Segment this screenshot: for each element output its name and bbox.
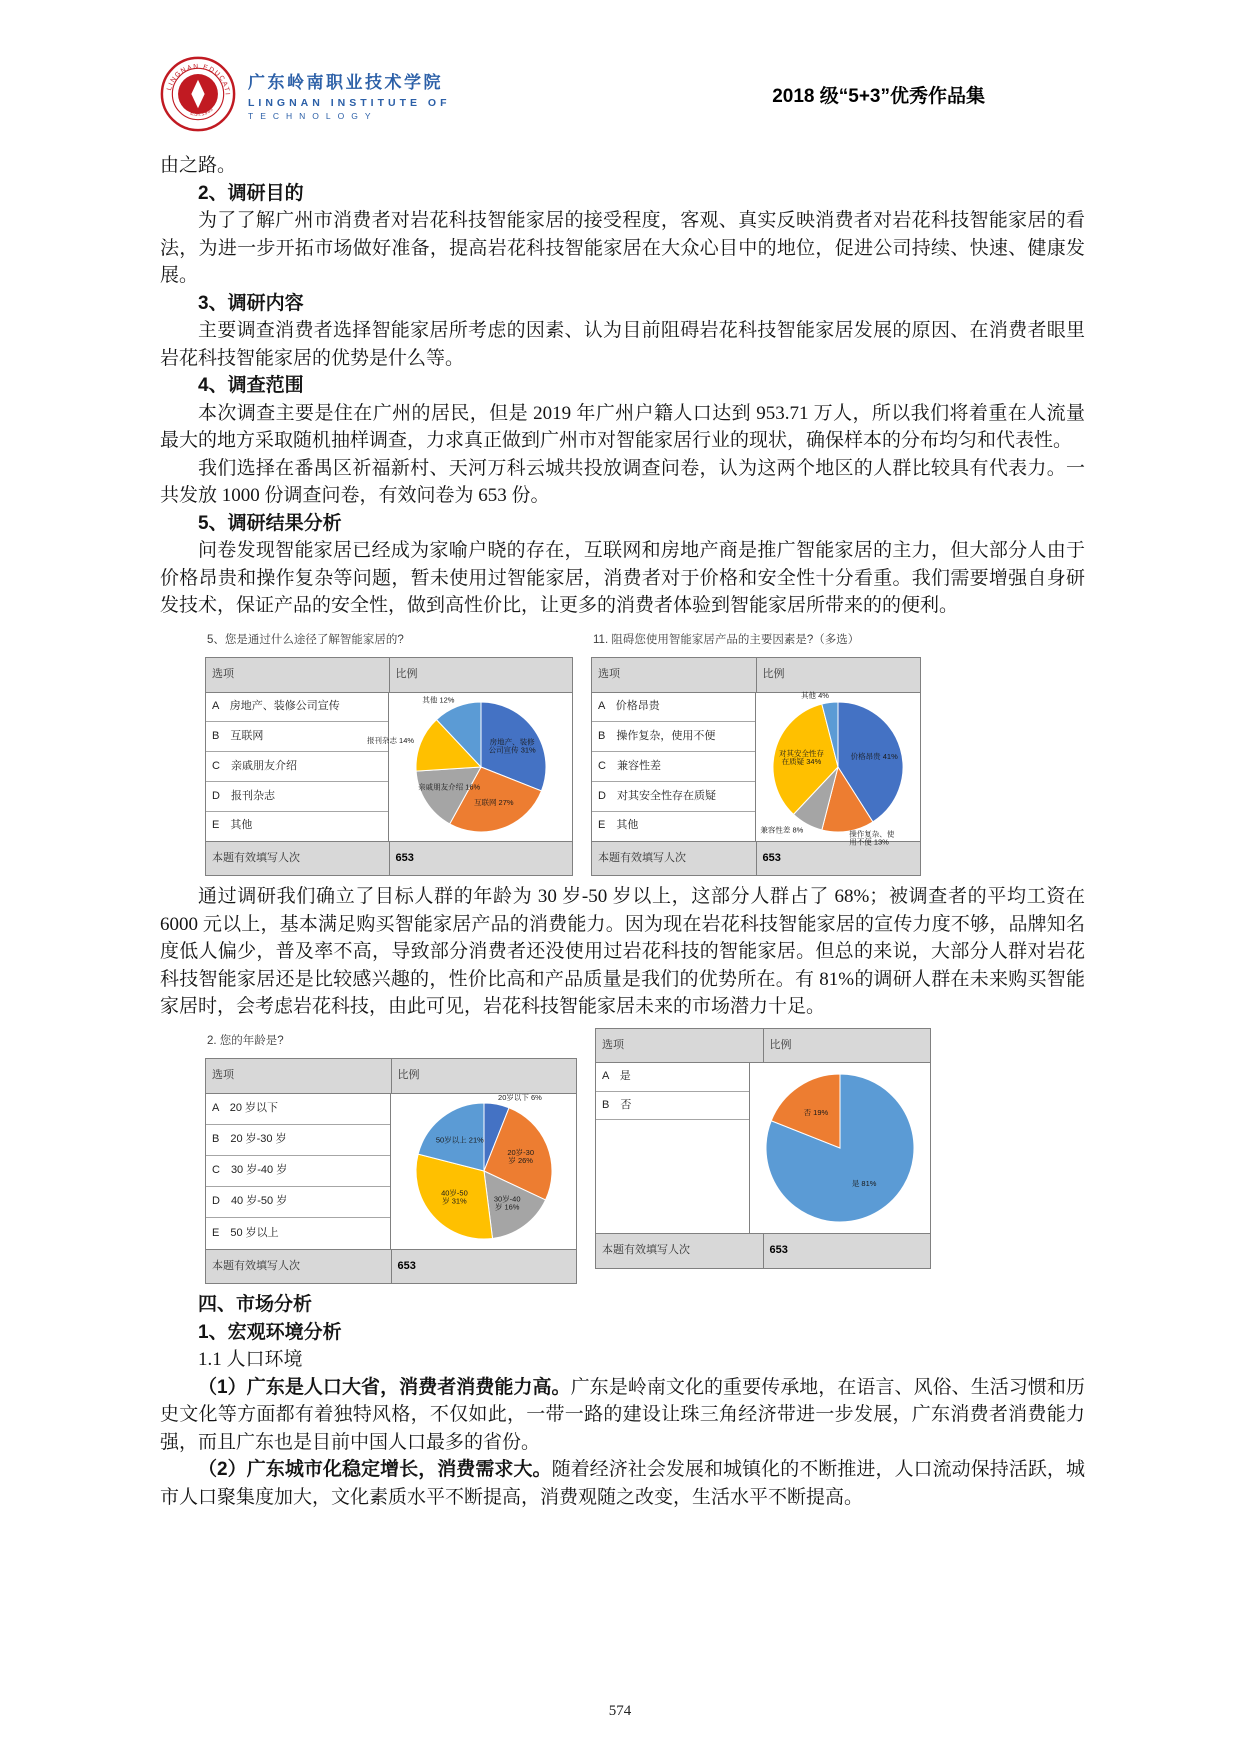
school-brand [156,51,451,132]
paragraph-scope-1: 本次调查主要是住在广州的居民，但是 2019 年广州户籍人口达到 953.71 万人，所以我们将着重在人流量最大的地方采取随机抽样调查，力求真正做到广州市对智能家居行业的现状，确保样本的分布均匀和代表性。 [160,402,1085,451]
column-header-option: 选项 [596,1029,764,1063]
survey-footer-value: 653 [397,1259,416,1272]
logo-est-text: EST.1993 [189,106,215,118]
survey-footer-label: 本题有效填写人次 [592,842,757,876]
pie-label: 亲戚朋友介绍 16% [417,782,480,792]
table-footer-row [206,841,572,876]
pie-label: 30岁-40 岁 16% [493,1194,521,1212]
survey-question-age: 2. 您的年龄是? [207,1034,284,1047]
pie-label: 其他 4% [801,690,829,700]
survey-footer-value: 653 [769,1244,788,1256]
survey-option: E 50 岁以上 [212,1226,279,1239]
survey-footer-label: 本题有效填写人次 [596,1234,764,1268]
table-body [206,692,572,841]
survey-table-age [205,1058,577,1284]
survey-option: E 其他 [598,819,639,832]
column-header-option: 选项 [592,658,757,692]
survey-option: A 房地产、装修公司宣传 [206,693,388,723]
school-name-block [248,68,451,121]
heading-research-purpose: 2、调研目的 [198,182,304,204]
pie-label: 40岁-50 岁 31% [440,1188,468,1206]
collection-title: 2018 级“5+3”优秀作品集 [772,85,985,107]
option-list [206,693,389,841]
column-header-ratio: 比例 [762,668,785,680]
survey-option: A 20 岁以下 [206,1094,390,1125]
option-list [596,1063,750,1233]
heading-market-analysis: 四、市场分析 [198,1294,313,1315]
survey-table-obstacles [591,657,921,876]
table-footer-row [592,841,920,876]
document-body [160,152,1085,1511]
table-header-row [596,1029,930,1063]
table-body [592,690,920,847]
pie-label: 是 81% [851,1178,877,1188]
column-header-option: 选项 [206,658,390,692]
survey-footer-value: 653 [762,851,781,864]
paragraph-rest: 广东是岭南文化的重要传承地，在语言、风俗、生活习惯和历史文化等方面都有着独特风格，不仅如此，一带一路的建设让珠三角经济带进一步发展，广东消费者消费能力强，而且广东也是目前中国人口最多的省份。 [160,1376,1085,1453]
pie-label: 房地产、装修公司宣传 31% [488,736,536,754]
page-header [156,48,1085,140]
paragraph-lead: （2）广东城市化稳定增长，消费需求大。 [198,1459,552,1480]
heading-population-environment: 1.1 人口环境 [198,1349,303,1370]
survey-footer-label: 本题有效填写人次 [206,842,390,876]
paragraph-population-1 [160,1374,1085,1457]
pie-label: 兼容性差 8% [760,825,804,835]
pie-label: 报刊杂志 14% [366,735,414,745]
school-logo-icon [156,51,236,132]
pie-chart-age [391,1094,576,1249]
heading-survey-scope: 4、调查范围 [198,375,304,396]
pie-label: 50岁以上 21% [435,1135,484,1145]
survey-block-channels [205,627,573,877]
table-footer-row [596,1233,930,1268]
column-header-ratio: 比例 [395,668,418,680]
column-header-ratio: 比例 [397,1069,420,1081]
column-header-option: 选项 [206,1059,392,1093]
survey-option: B 否 [596,1092,749,1121]
column-header-ratio: 比例 [769,1038,792,1051]
pie-label: 20岁-30 岁 26% [506,1147,534,1165]
option-list [592,693,756,841]
table-body [596,1062,930,1233]
paragraph-rest: 随着经济社会发展和城镇化的不断推进，人口流动保持活跃，城市人口聚集度加大，文化素质水平不断提高，消费观随之改变，生活水平不断提高。 [160,1459,1085,1508]
survey-option: E 其他 [212,819,253,832]
paragraph-analysis: 通过调研我们确立了目标人群的年龄为 30 岁-50 岁以上，这部分人群占了 68%；被调查者的平均工资在 6000 元以上，基本满足购买智能家居产品的消费能力。因为现在岩花科技智能家居的宣传力度不够，品牌知名度低人偏少，普及率不高，导致部分消费者还没使用过岩花科技的智能家居。但总的来说，大部分人群对岩花科技智能家居还是比较感兴趣的，性价比高和产品质量是我们的优势所在。有 81%的调研人群在未来购买智能家居时，会考虑岩花科技，由此可见，岩花科技智能家居未来的市场潜力十足。 [160,886,1085,1017]
survey-table-yes-no [595,1028,931,1269]
pie-chart-channels [366,693,572,841]
paragraph-population-2 [160,1456,1085,1511]
survey-block-age [205,1028,577,1285]
school-name-en-line1: LINGNAN INSTITUTE OF [248,96,451,109]
page-number: 574 [608,1703,632,1719]
survey-option: D 报刊杂志 [206,782,388,812]
pie-label: 操作复杂、使用不便 13% [849,829,895,847]
survey-option: A 价格昂贵 [592,693,755,723]
pie-label: 对其安全性存在质疑 34% [778,748,824,766]
option-list [206,1094,391,1249]
paragraph-purpose: 为了了解广州市消费者对岩花科技智能家居的接受程度，客观、真实反映消费者对岩花科技智能家居的看法，为进一步开拓市场做好准备，提高岩花科技智能家居在大众心目中的地位，促进公司持续、快速、健康发展。 [160,210,1085,286]
heading-macro-environment: 1、宏观环境分析 [198,1321,342,1343]
logo-arc-text: LINGNAN EDUCATION [156,51,231,97]
survey-option: C 兼容性差 [592,752,755,782]
survey-block-yes-no [595,1028,931,1269]
paragraph-fragment: 由之路。 [160,155,237,176]
pie-label: 互联网 27% [473,797,514,807]
survey-footer-label: 本题有效填写人次 [206,1250,392,1284]
table-body [206,1093,576,1249]
paragraph-results: 问卷发现智能家居已经成为家喻户晓的存在，互联网和房地产商是推广智能家居的主力，但大部分人由于价格昂贵和操作复杂等问题，暂未使用过智能家居，消费者对于价格和安全性十分看重。我们需要增强自身研发技术，保证产品的安全性，做到高性价比，让更多的消费者体验到智能家居所带来的的便利。 [160,540,1085,616]
pie-label: 价格昂贵 41% [850,751,898,761]
school-name-en-line2: TECHNOLOGY [248,110,378,121]
pie-label: 否 19% [803,1108,829,1118]
survey-question-obstacles: 11. 阻碍您使用智能家居产品的主要因素是?（多选） [593,633,860,646]
survey-charts-row-2 [205,1028,1085,1285]
survey-question-channels: 5、您是通过什么途径了解智能家居的? [207,633,404,646]
pie-chart-yes-no [750,1063,930,1233]
heading-result-analysis: 5、调研结果分析 [198,512,342,534]
paragraph-scope-2: 我们选择在番禺区祈福新村、天河万科云城共投放调查问卷，认为这两个地区的人群比较具有代表力。一共发放 1000 份调查问卷，有效问卷为 653 份。 [160,457,1085,506]
table-footer-row [206,1249,576,1284]
survey-option: C 亲戚朋友介绍 [206,752,388,782]
paragraph-content: 主要调查消费者选择智能家居所考虑的因素、认为目前阻碍岩花科技智能家居发展的原因、在消费者眼里岩花科技智能家居的优势是什么等。 [160,320,1085,369]
survey-option: B 互联网 [206,722,388,752]
survey-option: D 40 岁-50 岁 [206,1187,390,1218]
survey-option: B 20 岁-30 岁 [206,1125,390,1156]
heading-research-content: 3、调研内容 [198,292,304,314]
pie-label: 其他 12% [421,695,454,705]
survey-table-channels [205,657,573,876]
pie-chart-obstacles [756,690,920,847]
survey-option: A 是 [596,1063,749,1092]
paragraph-lead: （1）广东是人口大省，消费者消费能力高。 [198,1376,571,1398]
school-name-cn: 广东岭南职业技术学院 [248,72,443,92]
survey-charts-row-1 [205,627,1085,877]
survey-option: B 操作复杂，使用不便 [592,722,755,752]
pie-label: 20岁以下 6% [497,1092,542,1102]
survey-block-obstacles [591,627,921,877]
survey-option: D 对其安全性存在质疑 [592,782,755,812]
survey-option: C 30 岁-40 岁 [206,1156,390,1187]
survey-footer-value: 653 [395,851,414,864]
